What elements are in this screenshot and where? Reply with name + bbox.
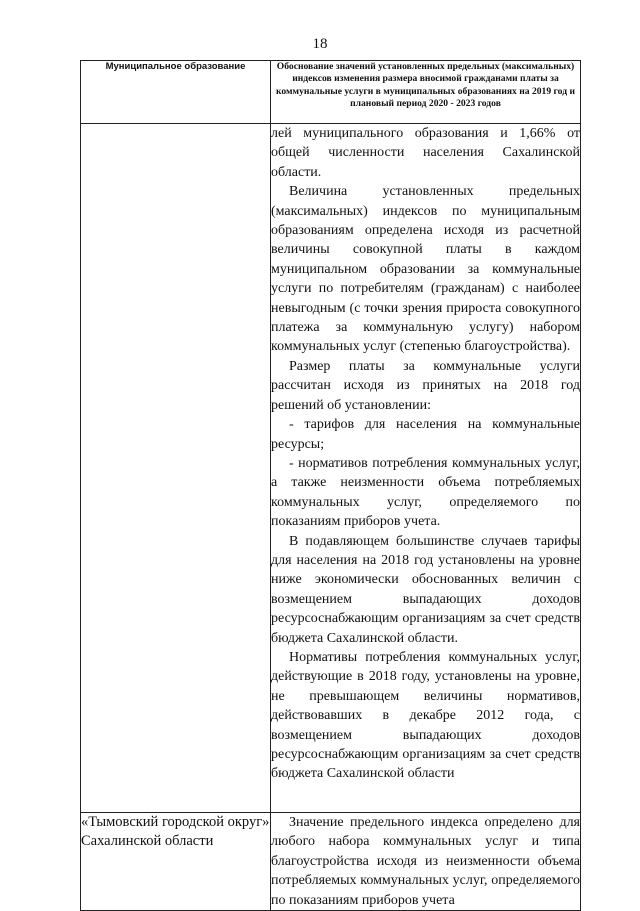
page-number: 18 [312,36,328,52]
header-justification: Обоснование значений установленных предельных (максимальных) индексов изменения размера вносимой гражданами платы за коммунальные услуги в муниципальных образованиях на 2019 год и плановый период 2020 - 2023 годов [271,61,581,124]
municipality-cell: «Тымовский городской округ» Сахалинской области [81,813,271,911]
list-item: - тарифов для населения на коммунальные ресурсы; [271,417,580,452]
paragraph: Размер платы за коммунальные услуги рассчитан исходя из принятых на 2018 год решений об установлении: [271,358,580,413]
table-row [81,124,581,813]
table-row [81,813,581,911]
municipality-cell [81,124,271,813]
paragraph: В подавляющем большинстве случаев тарифы для населения на 2018 год установлены на уровне ниже экономически обоснованных величин с возмещением выпадающих доходов ресурсоснабжающим организациям за счет средств бюджета Сахалинской области. [271,533,580,646]
table-header-row [81,61,581,124]
paragraph: Значение предельного индекса определено для любого набора коммунальных услуг и типа благоустройства исходя из неизменности объема потребляемых коммунальных услуг, определяемого по показаниям приборов учета [271,815,580,908]
paragraph: Величина установленных предельных (максимальных) индексов по муниципальным образованиям определена исходя из расчетной величины совокупной платы в каждом муниципальном образовании за коммунальные услуги по потребителям (гражданам) с наиболее невыгодным (с точки зрения прироста совокупного платежа за коммунальную услугу) набором коммунальных услуг (степенью благоустройства). [271,184,580,355]
header-municipality: Муниципальное образование [81,61,271,124]
justification-table [80,60,581,911]
paragraph: лей муниципального образования и 1,66% от общей численности населения Сахалинской области. [271,126,580,180]
list-item: - нормативов потребления коммунальных услуг, а также неизменности объема потребляемых коммунальных услуг, определяемого по показаниям приборов учета. [271,455,580,530]
justification-cell [271,124,581,813]
justification-cell [271,813,581,911]
paragraph: Нормативы потребления коммунальных услуг, действующие в 2018 году, установлены на уровне, не превышающем величины нормативов, действовавших в декабре 2012 года, с возмещением выпадающих доходов ресурсоснабжающим организациям за счет средств бюджета Сахалинской области [271,649,580,782]
